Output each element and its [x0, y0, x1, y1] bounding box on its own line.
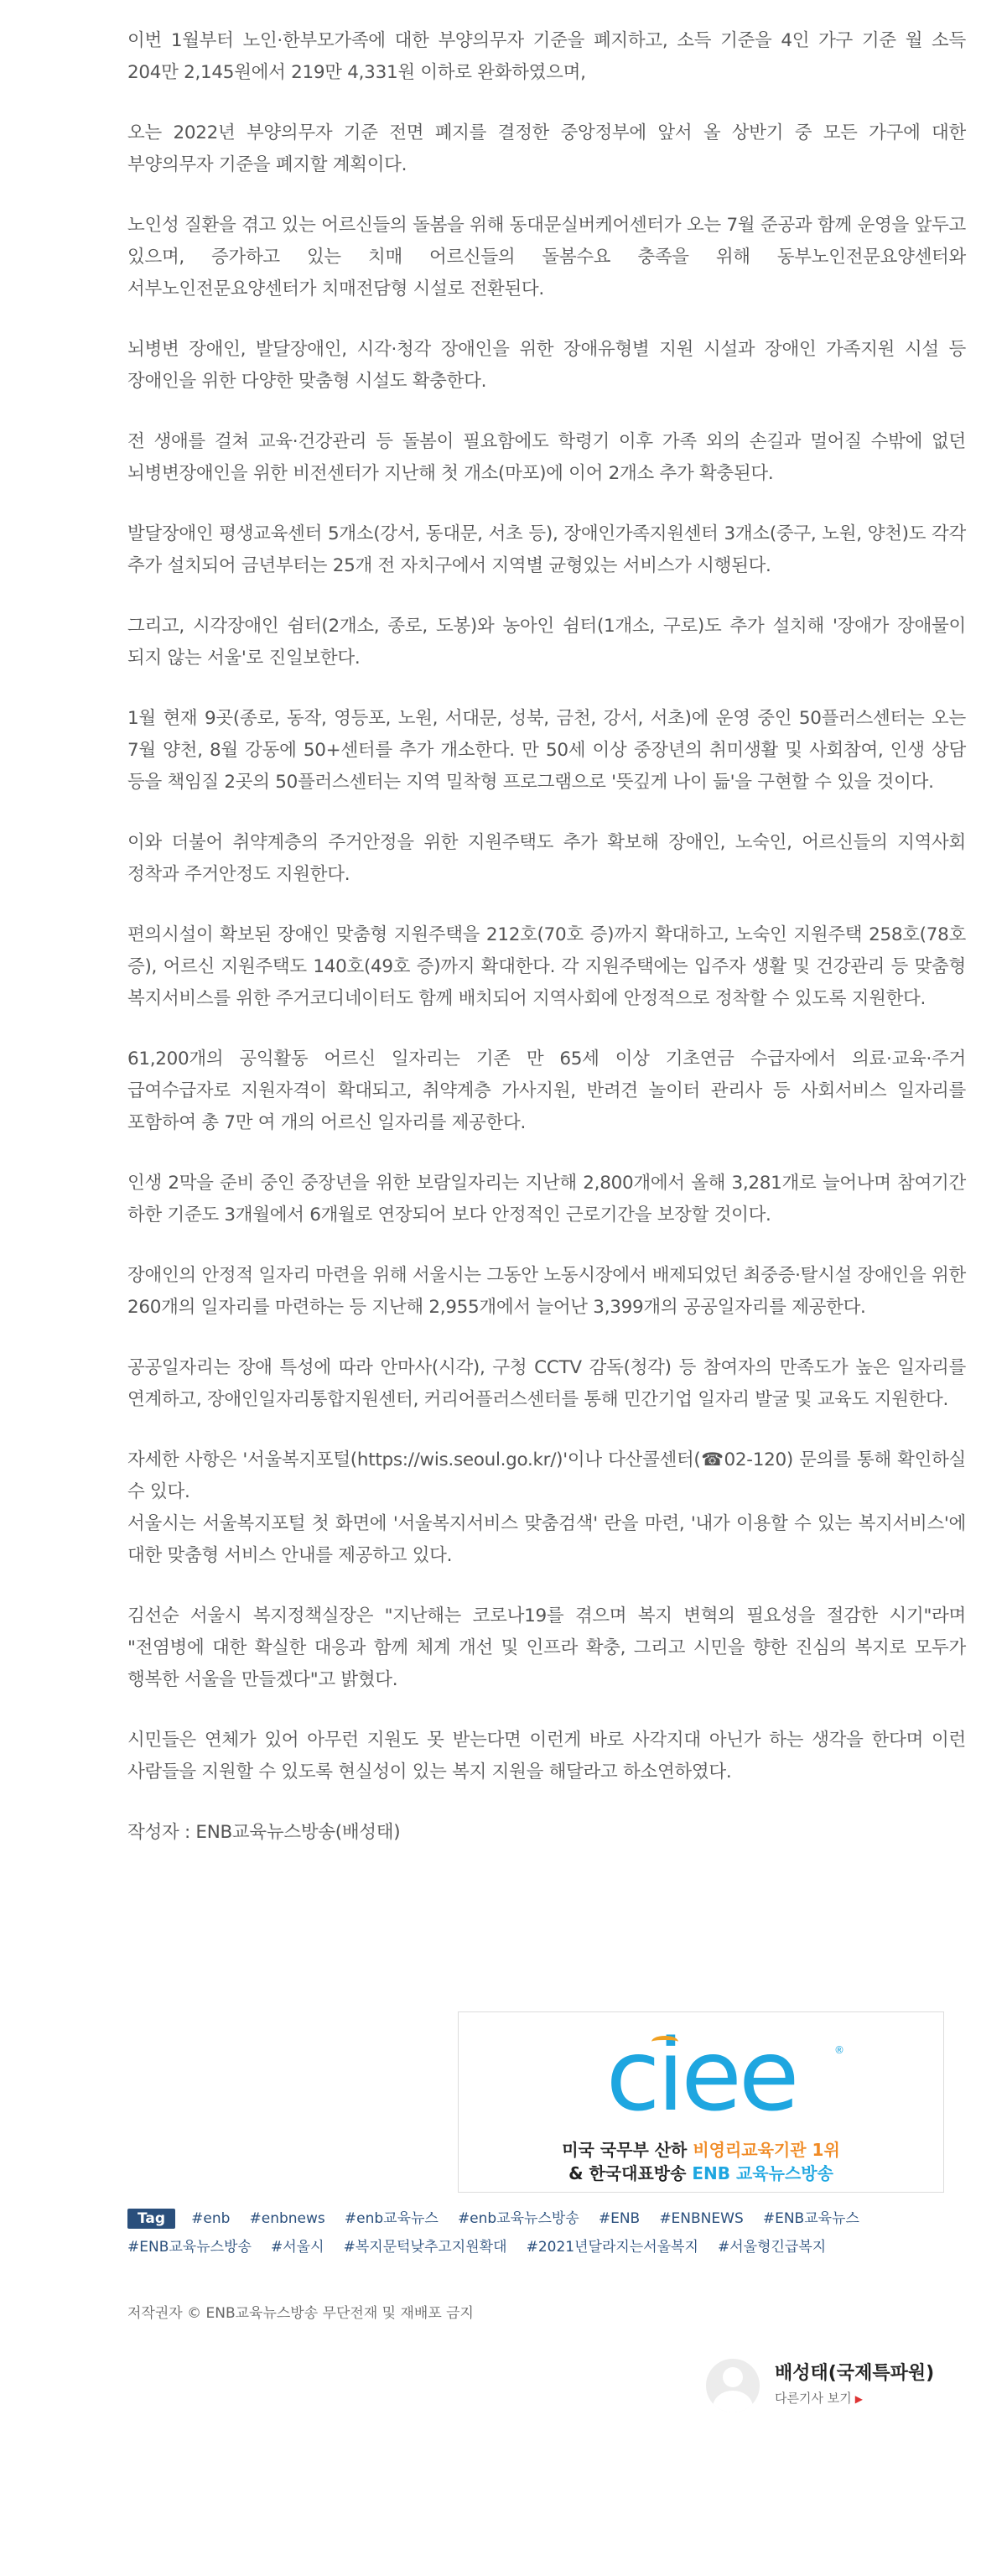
article-paragraph: 공공일자리는 장애 특성에 따라 안마사(시각), 구청 CCTV 감독(청각) 등 참여자의 만족도가 높은 일자리를 연계하고, 장애인일자리통합지원센터, 커리어플러스센터를 통해 민간기업 일자리 발굴 및 교육도 지원한다.: [127, 1357, 966, 1410]
article-paragraph: 이와 더불어 취약계층의 주거안정을 위한 지원주택도 추가 확보해 장애인, 노숙인, 어르신들의 지역사회 정착과 주거안정도 지원한다.: [127, 832, 966, 885]
tag-link[interactable]: #enb교육뉴스방송: [457, 2210, 579, 2227]
article-paragraph: 발달장애인 평생교육센터 5개소(강서, 동대문, 서초 등), 장애인가족지원센터 3개소(중구, 노원, 양천)도 각각 추가 설치되어 금년부터는 25개 전 자치구에서 지역별 균형있는 서비스가 시행된다.: [127, 523, 966, 576]
article-paragraph: 그리고, 시각장애인 쉼터(2개소, 종로, 도봉)와 농아인 쉼터(1개소, 구로)도 추가 설치해 '장애가 장애물이 되지 않는 서울'로 진일보한다.: [127, 616, 966, 669]
article-paragraph: 인생 2막을 준비 중인 중장년을 위한 보람일자리는 지난해 2,800개에서 올해 3,281개로 늘어나며 참여기간 하한 기준도 3개월에서 6개월로 연장되어 보다 안정적인 근로기간을 보장할 것이다.: [127, 1173, 966, 1226]
tag-link[interactable]: #ENBNEWS: [659, 2210, 744, 2227]
user-icon-body: [713, 2391, 753, 2412]
article-paragraph: 노인성 질환을 겪고 있는 어르신들의 돌봄을 위해 동대문실버케어센터가 오는 7월 준공과 함께 운영을 앞두고 있으며, 증가하고 있는 치매 어르신들의 돌봄수요 충족을 위해 동부노인전문요양센터와 서부노인전문요양센터가 치매전담형 시설로 전환된다.: [127, 215, 966, 299]
ad-line-1: 미국 국무부 산하 비영리교육기관 1위: [562, 2140, 840, 2160]
tag-link[interactable]: #ENB교육뉴스방송: [127, 2239, 252, 2256]
article-paragraph: 편의시설이 확보된 장애인 맞춤형 지원주택을 212호(70호 증)까지 확대하고, 노숙인 지원주택 258호(78호 증), 어르신 지원주택도 140호(49호 증)까지 확대한다. 각 지원주택에는 입주자 생활 및 건강관리 등 맞춤형 복지서비스를 위한 주거코디네이터도 함께 배치되어 지역사회에 안정적으로 정착할 수 있도록 지원한다.: [127, 924, 966, 1009]
arrow-right-icon: ▶: [854, 2393, 863, 2405]
author-credit: 작성자 : ENB교육뉴스방송(배성태): [127, 1822, 401, 1843]
registered-mark: ®: [834, 2044, 844, 2056]
avatar: [706, 2359, 760, 2412]
article-paragraph: 1월 현재 9곳(종로, 동작, 영등포, 노원, 서대문, 성북, 금천, 강서, 서초)에 운영 중인 50플러스센터는 오는 7월 양천, 8월 강동에 50+센터를 추가 개소한다. 만 50세 이상 중장년의 취미생활 및 사회참여, 인생 상담 등을 책임질 2곳의 50플러스센터는 지역 밀착형 프로그램으로 '뜻깊게 나이 듦'을 구현할 수 있을 것이다.: [127, 708, 966, 793]
logo-accent-mark: [651, 2036, 678, 2048]
writer-profile: [706, 2355, 958, 2414]
tag-link[interactable]: #복지문턱낮추고지원확대: [343, 2239, 507, 2256]
tag-link[interactable]: #enb: [191, 2210, 231, 2227]
ciee-logo: ciee: [605, 2017, 797, 2133]
other-articles-link[interactable]: 다른기사 보기 ▶: [775, 2391, 863, 2406]
tag-link[interactable]: #서울형긴급복지: [718, 2239, 827, 2256]
article-paragraph: 서울시는 서울복지포털 첫 화면에 '서울복지서비스 맞춤검색' 란을 마련, '내가 이용할 수 있는 복지서비스'에 대한 맞춤형 서비스 안내를 제공하고 있다.: [127, 1513, 966, 1566]
article-paragraph: 장애인의 안정적 일자리 마련을 위해 서울시는 그동안 노동시장에서 배제되었던 최중증·탈시설 장애인을 위한 260개의 일자리를 마련하는 등 지난해 2,955개에서 늘어난 3,399개의 공공일자리를 제공한다.: [127, 1265, 966, 1318]
article-paragraph: 61,200개의 공익활동 어르신 일자리는 기존 만 65세 이상 기초연금 수급자에서 의료·교육·주거 급여수급자로 지원자격이 확대되고, 취약계층 가사지원, 반려견 놀이터 관리사 등 사회서비스 일자리를 포함하여 총 7만 여 개의 어르신 일자리를 제공한다.: [127, 1049, 966, 1133]
tag-list: [127, 2204, 958, 2261]
user-icon-head: [723, 2367, 743, 2387]
article-paragraph: 뇌병변 장애인, 발달장애인, 시각·청각 장애인을 위한 장애유형별 지원 시설과 장애인 가족지원 시설 등 장애인을 위한 다양한 맞춤형 시설도 확충한다.: [127, 339, 966, 392]
article-paragraph: 시민들은 연체가 있어 아무런 지원도 못 받는다면 이런게 바로 사각지대 아닌가 하는 생각을 한다며 이런 사람들을 지원할 수 있도록 현실성이 있는 복지 지원을 해달라고 하소연하였다.: [127, 1730, 966, 1782]
article-paragraph: 오는 2022년 부양의무자 기준 전면 폐지를 결정한 중앙정부에 앞서 올 상반기 중 모든 가구에 대한 부양의무자 기준을 폐지할 계획이다.: [127, 122, 966, 175]
article-paragraph: 김선순 서울시 복지정책실장은 "지난해는 코로나19를 겪으며 복지 변혁의 필요성을 절감한 시기"라며 "전염병에 대한 확실한 대응과 함께 체계 개선 및 인프라 확충, 그리고 시민을 향한 진심의 복지로 모두가 행복한 서울을 만들겠다"고 밝혔다.: [127, 1605, 966, 1690]
copyright-notice: 저작권자 © ENB교육뉴스방송 무단전재 및 재배포 금지: [127, 2305, 474, 2322]
writer-name: 배성태(국제특파원): [775, 2363, 935, 2384]
tag-link[interactable]: #enb교육뉴스: [344, 2210, 439, 2227]
ciee-ad-banner[interactable]: [458, 2011, 944, 2193]
article-paragraph: 전 생애를 걸쳐 교육·건강관리 등 돌봄이 필요함에도 학령기 이후 가족 외의 손길과 멀어질 수밖에 없던 뇌병변장애인을 위한 비전센터가 지난해 첫 개소(마포)에 이어 2개소 추가 확충된다.: [127, 431, 966, 484]
article-paragraph: 이번 1월부터 노인·한부모가족에 대한 부양의무자 기준을 폐지하고, 소득 기준을 4인 가구 기준 월 소득 204만 2,145원에서 219만 4,331원 이하로 완화하였으며,: [127, 30, 966, 83]
tag-badge: Tag: [127, 2209, 175, 2229]
tag-link[interactable]: #2021년달라지는서울복지: [526, 2239, 698, 2256]
article-body: [127, 0, 966, 1849]
ad-line-2: & 한국대표방송 ENB 교육뉴스방송: [568, 2163, 833, 2183]
article-paragraph: 자세한 사항은 '서울복지포털(https://wis.seoul.go.kr/)'이나 다산콜센터(☎02-120) 문의를 통해 확인하실 수 있다.: [127, 1449, 966, 1502]
tag-link[interactable]: #서울시: [271, 2239, 324, 2256]
tag-link[interactable]: #ENB: [598, 2210, 641, 2227]
tag-link[interactable]: #ENB교육뉴스: [762, 2210, 859, 2227]
tag-link[interactable]: #enbnews: [249, 2210, 325, 2227]
